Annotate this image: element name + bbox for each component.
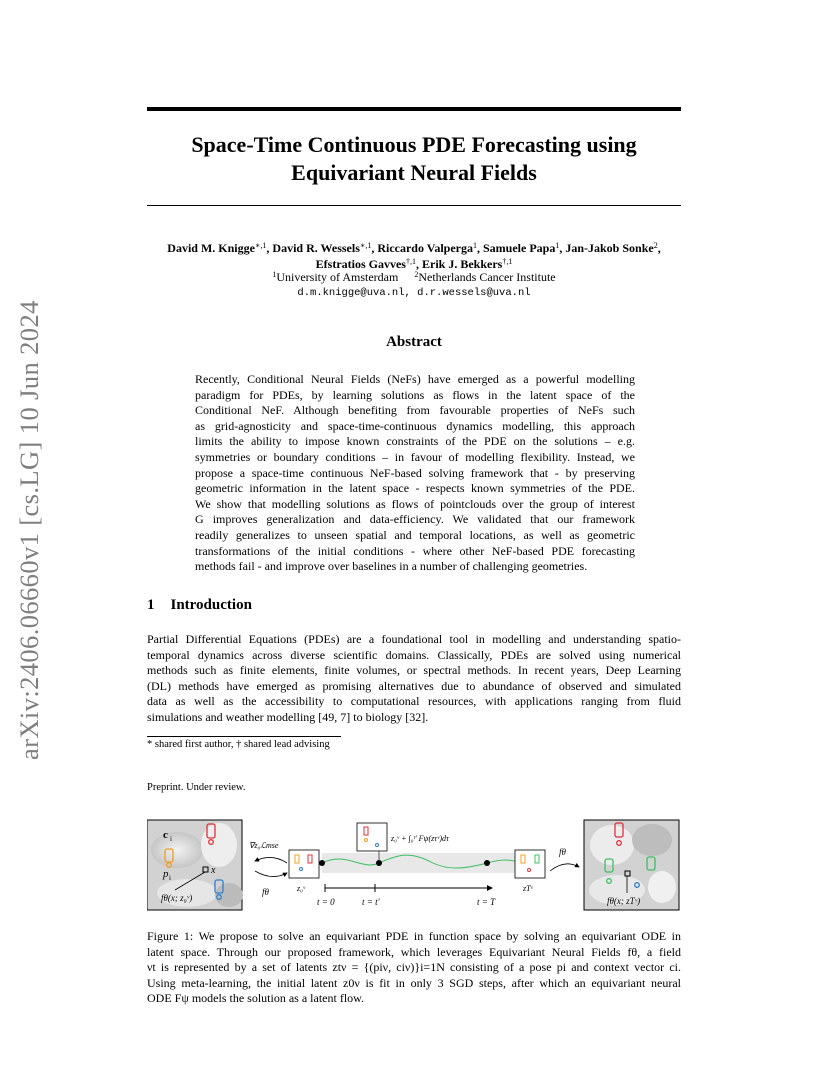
zT-label: zTᵛ xyxy=(523,884,533,893)
intro-line: Partial Differential Equations (PDEs) are a foundational tool in modelling and understanding spatio- xyxy=(147,632,681,646)
title-line-2: Equivariant Neural Fields xyxy=(291,160,537,185)
f-theta-right-label: fθ xyxy=(559,847,566,857)
abstract-line: geometric information in the latent space - respects known symmetries of the PDE. xyxy=(195,481,635,496)
author-marker: ∗,1 xyxy=(359,241,372,250)
pi-label: p xyxy=(163,868,169,880)
affiliation-1: University of Amsterdam xyxy=(276,270,399,284)
title-bottom-rule xyxy=(147,205,681,206)
abstract-line: symmetries or boundary conditions – in favour of modelling flexibility. Instead, we xyxy=(195,449,635,464)
abstract-line: limits the ability to impose known constraints of the PDE on the solutions – e.g. xyxy=(195,434,635,449)
introduction-body xyxy=(147,632,681,726)
intro-line: data as well as the accessibility to computational resources, with applications ranging from fluid xyxy=(147,694,681,709)
author-name: Efstratios Gavves xyxy=(315,257,406,271)
t0-label: t = 0 xyxy=(317,897,335,907)
section-title: Introduction xyxy=(170,597,252,613)
author-marker: 2 xyxy=(653,241,658,250)
grad-label: ∇z₀ℒmse xyxy=(249,841,279,850)
author-marker: 1 xyxy=(555,241,560,250)
abstract-line: G improves generalization and data-efficiency. We validated that our framework xyxy=(195,512,635,527)
latent-box-z0 xyxy=(289,850,319,878)
abstract-line: Recently, Conditional Neural Fields (NeFs) have emerged as a powerful modelling xyxy=(195,372,635,386)
section-number: 1 xyxy=(147,597,155,613)
abstract-line: paradigm for PDEs, by learning solutions as flows in the latent space of the xyxy=(195,387,635,402)
author-name: Samuele Papa xyxy=(482,241,556,255)
abstract-line: methods fail - and improve over baselines in a number of challenging geometries. xyxy=(195,559,588,574)
abstract-line: readily generalizes to unseen spatial and temporal locations, as well as geometric xyxy=(195,527,635,542)
caption-line: Using meta-learning, the initial latent z0ν is fit in only 3 SGD steps, after which an equivariant neural xyxy=(147,975,681,990)
tT-label: t = T xyxy=(477,897,496,907)
trajectory-point xyxy=(484,860,490,866)
intro-line: methods such as finite elements, finite volumes, or spectral methods. In recent years, Deep Learning xyxy=(147,663,681,678)
abstract-heading: Abstract xyxy=(386,334,442,350)
f-theta-left-label: fθ xyxy=(262,887,269,897)
abstract-line: propose a space-time continuous NeF-based solving framework that - by preserving xyxy=(195,465,635,480)
author-emails: d.m.knigge@uva.nl, d.r.wessels@uva.nl xyxy=(297,287,531,299)
arxiv-stamp: arXiv:2406.06660v1 [cs.LG] 10 Jun 2024 xyxy=(14,300,44,760)
author-name: David M. Knigge xyxy=(167,241,255,255)
intro-line: simulations and weather modelling [49, 7] to biology [32]. xyxy=(147,709,429,724)
caption-line: ODE Fψ models the solution as a latent flow. xyxy=(147,991,365,1006)
author-marker: 1 xyxy=(472,241,477,250)
abstract-line: as grid-agnosticity and space-time-continuous dynamics modelling, this approach xyxy=(195,418,635,433)
author-line-1: David M. Knigge$^{∗,1}$, David R. Wessels$^{∗,1}$, Riccardo Valperga$^1$, Samuele Papa$^1$, Jan-Jakob Sonke$^2$, xyxy=(167,241,661,255)
intro-line: (DL) methods have emerged as promising alternatives due to abundance of observed and simulated xyxy=(147,678,681,693)
abstract-line: Conditional NeF. Although benefiting from favourable properties of NeFs such xyxy=(195,403,635,418)
author-name: David R. Wessels xyxy=(272,241,360,255)
abstract-line: We show that modelling solutions as flows of pointclouds over the group of interest xyxy=(195,496,635,511)
caption-text: We propose to solve an equivariant PDE in function space by solving an equivariant ODE in xyxy=(198,929,681,943)
affiliation-marker: 2 xyxy=(414,270,419,279)
caption-line xyxy=(147,929,681,945)
affiliation-marker: 1 xyxy=(272,270,277,279)
section-heading-introduction xyxy=(147,597,252,614)
author-name: Erik J. Bekkers xyxy=(421,257,503,271)
x-label: x xyxy=(211,865,216,876)
caption-line: latent space. Through our proposed framework, which leverages Equivariant Neural Fields fθ, a field xyxy=(147,944,681,959)
caption-label: Figure 1: xyxy=(147,929,194,943)
intro-line: temporal dynamics across diverse scientific domains. Classically, PDEs are solved using numerical xyxy=(147,647,681,662)
trajectory-band xyxy=(322,853,522,873)
affiliations xyxy=(100,269,728,285)
author-name: Jan-Jakob Sonke xyxy=(565,241,654,255)
figure-1-diagram xyxy=(147,815,681,915)
top-rule xyxy=(147,107,681,111)
author-marker: †,1 xyxy=(405,257,416,266)
abstract-line: transformations of the initial conditions - where other NeF-based PDE forecasting xyxy=(195,543,635,558)
ci-label: c xyxy=(163,829,168,841)
preprint-notice: Preprint. Under review. xyxy=(147,782,246,793)
author-line-2: Efstratios Gavves$^{\dagger,1}$, Erik J. Bekkers$^{\dagger,1}$ xyxy=(315,257,513,271)
affiliation-2: Netherlands Cancer Institute xyxy=(418,270,556,284)
trajectory-point xyxy=(319,860,325,866)
ci-sub: i xyxy=(170,835,172,843)
abstract-body xyxy=(195,372,635,575)
caption-line: νt is represented by a set of latents ztν = {(piν, ciν)}i=1N consisting of a pose pi and context vector ci. xyxy=(147,960,681,975)
author-marker: †,1 xyxy=(502,257,513,266)
footnote-rule xyxy=(147,736,341,737)
f-left-label: fθ(x; z₀ᵛ) xyxy=(161,893,193,903)
integral-label: z₀ᵛ + ∫₀ᵗ′ Fψ(zτᵛ)dτ xyxy=(391,834,449,843)
author-name: Riccardo Valperga xyxy=(377,241,473,255)
tprime-label: t = t′ xyxy=(362,897,380,907)
f-right-label: fθ(x; zTᵛ) xyxy=(607,896,641,906)
latent-box-zT xyxy=(515,850,545,878)
figure-caption xyxy=(147,929,681,1007)
latent-box-tprime xyxy=(357,823,387,851)
pi-sub: i xyxy=(169,874,171,882)
trajectory-point xyxy=(376,860,382,866)
paper-title xyxy=(147,131,681,187)
footnote: * shared first author, † shared lead advising xyxy=(147,739,330,750)
title-line-1: Space-Time Continuous PDE Forecasting using xyxy=(191,132,637,157)
z0-label: z₀ᵛ xyxy=(297,884,306,893)
author-marker: ∗,1 xyxy=(254,241,267,250)
